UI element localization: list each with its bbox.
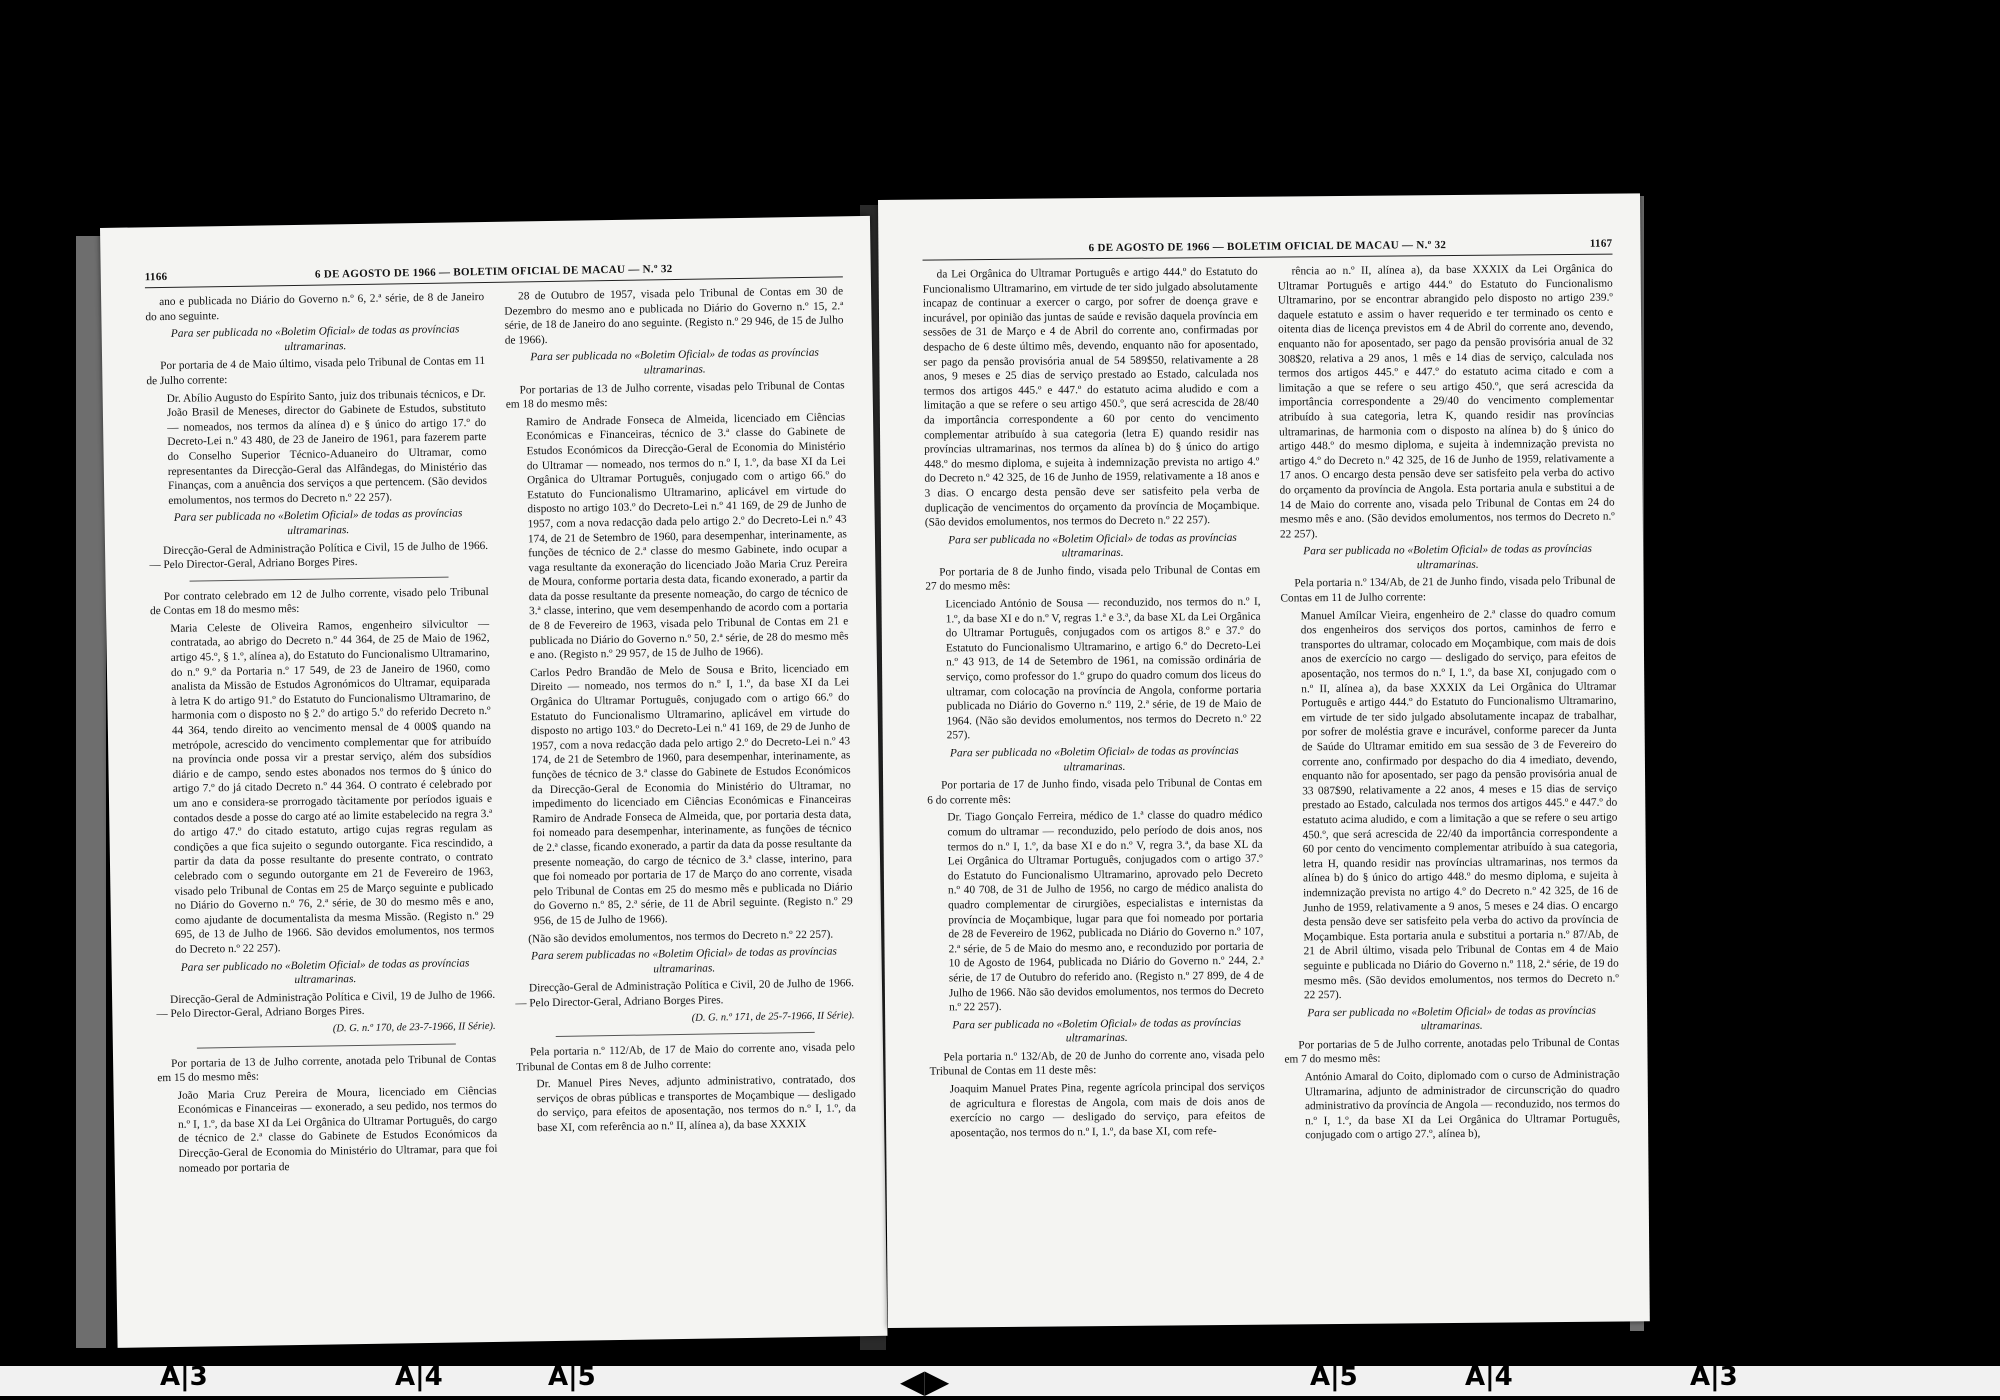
paragraph: Por portaria de 4 de Maio último, visada pelo Tribunal de Contas em 11 de Julho corrente:: [146, 355, 486, 388]
paragraph: Manuel Amílcar Vieira, engenheiro de 2.ª classe do quadro comum dos engenheiros dos serviços dos portos, caminhos de ferro e transportes do ultramar, colocado em Moçambique, com mais de dois anos de exercício no cargo — desligado do serviço, para efeitos de aposentação, nos termos do n.º I, 1.º, da base XI, conjugado com o n.º II, alínea a), da base XXXIX da Lei Orgânica do Ultramar Português e artigo 444.º do Estatuto do Funcionalismo Ultramarino, em virtude de ter sido julgado absolutamente incapaz de trabalhar, por sofrer de moléstia grave e incurável, conforme parecer da Junta de Saúde do Ultramar emitido em sua sessão de 3 de Fevereiro do corrente ano, confirmado por despacho do dia 4 imediato, devendo, enquanto não for aposentado, ser pago da pensão provisória anual de 33 087$90, relativamente a 22 anos, 4 meses e 15 dias de serviço prestado ao Estado, calculada nos termos dos artigos 445.º e 447.º do estatuto acima aludido, e com a limitação a que se refere o seu artigo 450.º, que será acrescida de 22/40 da importância correspondente a 60 por cento do vencimento complementar atribuído à sua categoria, letra H, quando residir nas províncias ultramarinas, nos termos da alínea b) do § único do artigo 448.º do mesmo diploma, e sujeita à indemnização prevista no artigo 4.º do Decreto n.º 42 325, de 16 de Junho de 1959, relativamente a 9 anos, 5 meses e 24 dias. O encargo desta pensão deve ser satisfeito pela verba do activo da província de Moçambique. Esta portaria anula e substitui a portaria n.º 87/Ab, de 21 de Abril último, visada pelo Tribunal de Contas em 4 de Maio seguinte e publicada no Diário do Governo n.º 118, 2.ª série, de 19 do mesmo mês. (São devidos emolumentos, nos termos do Decreto n.º 22 257).: [1300, 607, 1619, 1002]
signature: Direcção-Geral de Administração Política e Civil, 19 de Julho de 1966. — Pelo Director-Geral, Adriano Borges Pires.: [156, 988, 496, 1021]
paragraph: João Maria Cruz Pereira de Moura, licenciado em Ciências Económicas e Financeiras — exonerado, a seu pedido, nos termos do n.º I, 1.º, da base XI da Lei Orgânica do Ultramar Português, do cargo de técnico de 2.ª classe do Gabinete de Estudos Económicos da Direcção-Geral de Economia do Ministério do Ultramar, para que foi nomeado por portaria de: [177, 1084, 498, 1175]
film-mark: A|5: [548, 1362, 596, 1392]
paragraph: Pela portaria n.º 132/Ab, de 20 de Junho do corrente ano, visada pelo Tribunal de Contas em 11 deste mês:: [929, 1048, 1265, 1079]
paragraph: da Lei Orgânica do Ultramar Português e artigo 444.º do Estatuto do Funcionalismo Ultramarino, em virtude de ter sido julgado absolutamente incapaz de continuar a exercer o cargo, por sofrer de doença grave e incurável, por opinião das juntas de saúde e revisão daquela província em sessões de 31 de Março e 4 de Abril do corrente ano, confirmadas por despacho de 6 deste último mês, devendo, enquanto não for aposentado, ser pago da pensão provisória anual de 54 589$50, relativamente a 28 anos, 9 meses e 25 dias de serviço prestado ao Estado, calculada nos termos dos artigos 445.º e 447.º do estatuto acima aludido e com a limitação a que se refere o seu artigo 450.º, que será acrescida de 28/40 da importância correspondente a 60 por cento do vencimento complementar atribuído à sua categoria (letra E) quando residir nas províncias ultramarinas, nos termos da alínea b) do § único do artigo 448.º do mesmo diploma, e sujeita à indemnização prevista no artigo 4.º do Decreto n.º 42 325, de 16 de Junho de 1959, relativamente a 18 anos e 3 dias. O encargo desta pensão deve ser satisfeito pela verba de duplicação de vencimentos do orçamento da província de Moçambique. (São devidos emolumentos, nos termos do Decreto n.º 22 257).: [922, 265, 1260, 529]
separator: [197, 1043, 456, 1048]
paragraph: Por portaria de 8 de Junho findo, visada pelo Tribunal de Contas em 27 do mesmo mês:: [925, 563, 1261, 594]
page-header: [144, 260, 843, 284]
page-number: 1167: [1589, 237, 1613, 250]
paragraph: (Não são devidos emolumentos, nos termos do Decreto n.º 22 257).: [528, 928, 834, 945]
separator: [190, 576, 449, 581]
page-title: 6 DE AGOSTO DE 1966 — BOLETIM OFICIAL DE MACAU — N.º 32: [1088, 239, 1447, 255]
paragraph: Pela portaria n.º 134/Ab, de 21 de Junho findo, visada pelo Tribunal de Contas em 11 de Julho corrente:: [1280, 575, 1616, 605]
page-number: 1166: [144, 270, 168, 284]
film-mark: A|5: [1310, 1362, 1358, 1392]
paragraph: Por portarias de 13 de Julho corrente, visadas pelo Tribunal de Contas em 18 do mesmo mês:: [505, 378, 845, 411]
publication-note: Para ser publicada no «Boletim Oficial» de todas as províncias ultramarinas.: [530, 347, 819, 377]
paragraph: Maria Celeste de Oliveira Ramos, engenheiro silvicultor — contratada, ao abrigo do Decreto n.º 44 364, de 25 de Maio de 1962, artigo 45.º, § 1.º, alínea a), do Estatuto do Funcionalismo Ultramarino, do n.º 9.º da Portaria n.º 17 549, de 23 de Janeiro de 1960, como analista da Missão de Estudos Agronómicos do Ultramar, equiparada à letra K do artigo 91.º do Estatuto do Funcionalismo Ultramarino, de harmonia com o disposto no § 2.º do artigo 5.º do referido Decreto n.º 44 364, tendo direito ao vencimento mensal de 4 000$ quando na metrópole, acrescido do vencimento complementar que for atribuído na província onde possa vir a prestar serviço, além dos subsídios diário e de campo, sendo estes abonados nos termos do § único do artigo 7.º do já citado Decreto n.º 44 364. O contrato é celebrado por um ano e considera-se prorrogado tàcitamente por períodos iguais e contados desde a posse do cargo até ao limite estabelecido na regra 3.ª do artigo 47.º do citado estatuto, artigo cujas regras regulam as condições a que fica sujeito o segundo outorgante. Fica rescindido, a partir da data da posse resultante do presente contrato, o contrato celebrado com o segundo outorgante em 21 de Fevereiro de 1963, visado pelo Tribunal de Contas em 25 de Março seguinte e publicado no Diário do Governo n.º 76, 2.ª série, de 30 do mesmo mês e ano, como ajudante de documentalista da mesma Missão. (Registo n.º 29 695, de 13 de Julho de 1966. São devidos emolumentos, nos termos do Decreto n.º 22 257).: [170, 617, 495, 956]
publication-note: Para ser publicada no «Boletim Oficial» de todas as províncias ultramarinas.: [170, 323, 460, 353]
paragraph: Por portaria de 13 de Julho corrente, anotada pelo Tribunal de Contas em 15 do mesmo mês:: [157, 1052, 497, 1085]
publication-note: Para ser publicado no «Boletim Oficial» de todas as províncias ultramarinas.: [180, 956, 470, 987]
publication-note: Para ser publicada no «Boletim Oficial» de todas as províncias ultramarinas.: [1303, 543, 1592, 572]
separator: [556, 1032, 815, 1037]
publication-note: Para ser publicada no «Boletim Oficial» de todas as províncias ultramarinas.: [948, 531, 1237, 560]
reference: (D. G. n.º 170, de 23-7-1966, II Série).: [332, 1020, 496, 1035]
publication-note: Para ser publicada no «Boletim Oficial» de todas as províncias ultramarinas.: [173, 507, 463, 537]
film-mark: A|3: [160, 1362, 208, 1392]
paragraph: Por portarias de 5 de Julho corrente, anotadas pelo Tribunal de Contas em 7 do mesmo mês:: [1284, 1036, 1620, 1066]
paragraph: Dr. Tiago Gonçalo Ferreira, médico de 1.ª classe do quadro médico comum do ultramar — reconduzido, pelo período de dois anos, nos termos do n.º I, 1.º, da base XI e do n.º V, regra 3.ª, da base XL da Lei Orgânica do Ultramar Português, conjugados com o artigo 37.º do Estatuto do Funcionalismo Ultramarino, aprovado pelo Decreto n.º 40 708, de 31 de Julho de 1956, no cargo de médico analista do quadro complementar de cirurgiões, especialistas e internistas da província de Moçambique, lugar para que foi nomeado por portaria de 28 de Fevereiro de 1962, publicada no Diário do Governo n.º 107, 2.ª série, de 5 de Maio do mesmo ano, e reconduzido por portaria de 10 de Agosto de 1964, publicada no Diário do Governo n.º 244, 2.ª série, de 17 de Outubro do referido ano. (Registo n.º 27 899, de 4 de Julho de 1966. Não são devidos emolumentos, nos termos do Decreto n.º 22 257).: [947, 809, 1264, 1014]
film-mark: A|4: [1465, 1362, 1513, 1392]
paragraph: Dr. Manuel Pires Neves, adjunto administrativo, contratado, dos serviços de obras públicas e transportes de Moçambique — desligado do serviço, para efeitos de aposentação, nos termos do n.º I, 1.º, da base XI, com referência ao n.º II, alínea a), da base XXXIX: [536, 1073, 857, 1135]
page-title: 6 DE AGOSTO DE 1966 — BOLETIM OFICIAL DE MACAU — N.º 32: [314, 263, 673, 281]
film-mark: A|4: [395, 1362, 443, 1392]
reference: (D. G. n.º 171, de 25-7-1966, II Série).: [691, 1009, 855, 1024]
paragraph: Ramiro de Andrade Fonseca de Almeida, licenciado em Ciências Económicas e Financeiras, técnico de 3.ª classe do Gabinete de Estudos Económicos da Direcção-Geral de Economia do Ministério do Ultramar — nomeado, nos termos do n.º I, 1.º, da base XI da Lei Orgânica do Ultramar Português, conjugado com o artigo 66.º do Estatuto do Funcionalismo Ultramarino, aplicável em virtude do disposto no artigo 103.º do Decreto-Lei n.º 41 169, de 29 de Junho de 1957, com a nova redacção dada pelo artigo 2.º do Decreto-Lei n.º 43 174, de 21 de Setembro de 1960, para desempenhar, interinamente, as funções de técnico de 2.ª classe do mesmo Gabinete, indo ocupar a vaga resultante da exoneração do licenciado João Maria Cruz Pereira de Moura, conforme portaria desta data, ficando exonerado, a partir da data da posse resultante da presente nomeação, do cargo de técnico de 3.ª classe, interino, que vem desempenhando de acordo com a portaria de 8 de Fevereiro de 1963, visada pelo Tribunal de Contas em 21 e publicada no Diário do Governo n.º 50, 2.ª série, de 28 do mesmo mês e ano. (Registo n.º 29 957, de 15 de Julho de 1966).: [526, 411, 849, 662]
column-1: [145, 290, 500, 1329]
paragraph: rência ao n.º II, alínea a), da base XXXIX da Lei Orgânica do Ultramar Português e artigo 444.º do Estatuto do Funcionalismo Ultramarino, por se encontrar abrangido pelo disposto no artigo 239.º daquele estatuto e assim o haver requerido e ter terminado os cento e oitenta dias de licença previstos em 4 de Abril do corrente ano, devendo, enquanto não for aposentado, ser pago da pensão provisória anual de 32 308$20, relativa a 29 anos, 1 mês e 14 dias de serviço, calculada nos termos dos artigos 445.º e 447.º do estatuto acima citado e com a limitação a que se refere o seu artigo 450.º, que será acrescida da importância correspondente a 29/40 do vencimento complementar atribuído à sua categoria, letra K, quando residir nas províncias ultramarinas, de harmonia com o disposto na alínea b) do § único do artigo 448.º do mesmo diploma, e sujeita à indemnização prevista no artigo 4.º do Decreto n.º 42 325, de 16 de Junho de 1959, relativamente a 17 anos. O encargo desta pensão deve ser satisfeito pela verba do activo do orçamento da província de Angola. Esta portaria anula e substitui a de 14 de Maio do corrente ano, visada pelo Tribunal de Contas em 24 do mesmo mês e ano. (São devidos emolumentos, nos termos do Decreto n.º 22 257).: [1277, 262, 1615, 541]
book-edge-left: [76, 236, 106, 1348]
signature: Direcção-Geral de Administração Política e Civil, 20 de Julho de 1966. — Pelo Director-Geral, Adriano Borges Pires.: [515, 977, 855, 1010]
signature: Direcção-Geral de Administração Política e Civil, 15 de Julho de 1966. — Pelo Director-Geral, Adriano Borges Pires.: [149, 539, 489, 572]
publication-note: Para ser publicada no «Boletim Oficial» de todas as províncias ultramarinas.: [1307, 1004, 1596, 1033]
film-arrows-icon: ◀▶: [900, 1362, 950, 1400]
column-1: [923, 265, 1267, 1310]
paragraph: Carlos Pedro Brandão de Melo de Sousa e Brito, licenciado em Direito — nomeado, nos termos do n.º I, 1.º, da base XI da Lei Orgânica do Ultramar Português, conjugado com o artigo 66.º do Estatuto do Funcionalismo Ultramarino, aplicável em virtude do disposto no artigo 103.º do Decreto-Lei n.º 41 169, de 29 de Junho de 1957, com a nova redacção dada pelo artigo 2.º do Decreto-Lei n.º 43 174, de 21 de Setembro de 1960, para desempenhar, interinamente, as funções de técnico de 3.ª classe do Gabinete de Estudos Económicos da Direcção-Geral de Economia do Ministério do Ultramar, no impedimento do licenciado em Ciências Económicas e Financeiras Ramiro de Andrade Fonseca de Almeida, que, por portaria desta data, foi nomeado para desempenhar, interinamente, as funções de técnico de 2.ª classe, ficando exonerado, a partir da data da posse resultante da presente nomeação, do cargo de técnico de 3.ª classe, interino, para que foi nomeado por portaria de 17 de Março do ano corrente, visada pelo Tribunal de Contas em 25 do mesmo mês e publicada no Diário do Governo n.º 85, 2.ª série, de 11 de Abril seguinte. (Registo n.º 29 956, de 15 de Julho de 1966).: [529, 662, 853, 928]
page-header: [922, 237, 1613, 255]
publication-note: Para serem publicadas no «Boletim Oficial» de todas as províncias ultramarinas.: [531, 945, 837, 976]
paragraph: Licenciado António de Sousa — reconduzido, nos termos do n.º I, 1.º, da base XI e do n.º V, regras 1.ª e 3.ª, da base XL da Lei Orgânica do Ultramar Português, conjugados com os artigos 8.º e 37.º do Estatuto do Funcionalismo Ultramarino, e artigo 6.º do Decreto-Lei n.º 43 913, de 14 de Setembro de 1961, na comissão ordinária de serviço, como professor do 1.º grupo do quadro comum dos liceus do ultramar, com colocação na província de Angola, conforme portaria publicada no Diário do Governo n.º 119, 2.ª série, de 19 de Maio de 1964. (Não são devidos emolumentos, nos termos do Decreto n.º 22 257).: [945, 595, 1262, 742]
column-2: [1278, 262, 1622, 1307]
paragraph: Por contrato celebrado em 12 de Julho corrente, visado pelo Tribunal de Contas em 18 do mesmo mês:: [149, 585, 489, 618]
column-2: [504, 284, 859, 1323]
paragraph: Dr. Abílio Augusto do Espírito Santo, juiz dos tribunais técnicos, e Dr. João Brasil de Meneses, director do Gabinete de Estudos, substituto — nomeados, nos termos da alínea d) e § único do artigo 17.º do Decreto-Lei n.º 43 480, de 23 de Janeiro de 1961, para fazerem parte do Conselho Superior Técnico-Aduaneiro do Ultramar, como representantes da Direcção-Geral das Alfândegas, do Ministério das Finanças, com a anuência dos serviços a que pertencem. (São devidos emolumentos, nos termos do Decreto n.º 22 257).: [166, 387, 488, 507]
paragraph: António Amaral do Coito, diplomado com o curso de Administração Ultramarina, adjunto de administrador de circunscrição do quadro administrativo da província de Angola — reconduzido, nos termos do n.º I, 1.º, da base XI da Lei Orgânica do Ultramar Português, conjugado com o artigo 27.º, alínea b),: [1304, 1068, 1621, 1142]
paragraph: Joaquim Manuel Prates Pina, regente agrícola principal dos serviços de agricultura e florestas de Angola, com mais de dois anos de exercício no cargo — desligado do serviço, para efeitos de aposentação, nos termos do n.º I, 1.º, da base XI, com refe-: [949, 1080, 1266, 1140]
paragraph: 28 de Outubro de 1957, visada pelo Tribunal de Contas em 30 de Dezembro do mesmo ano e publicada no Diário do Governo n.º 15, 2.ª série, de 18 de Janeiro do ano seguinte. (Registo n.º 29 946, de 15 de Julho de 1966).: [504, 285, 844, 347]
paragraph: ano e publicada no Diário do Governo n.º 6, 2.ª série, de 8 de Janeiro do ano seguinte.: [145, 290, 485, 323]
paragraph: Por portaria de 17 de Junho findo, visada pelo Tribunal de Contas em 6 do corrente mês:: [927, 776, 1263, 807]
publication-note: Para ser publicada no «Boletim Oficial» de todas as províncias ultramarinas.: [949, 744, 1239, 773]
film-mark: A|3: [1690, 1362, 1738, 1392]
left-page: [100, 216, 887, 1348]
paragraph: Pela portaria n.º 112/Ab, de 17 de Maio do corrente ano, visada pelo Tribunal de Contas em 8 de Julho corrente:: [516, 1041, 856, 1074]
right-page: [878, 193, 1650, 1328]
publication-note: Para ser publicada no «Boletim Oficial» de todas as províncias ultramarinas.: [952, 1016, 1242, 1045]
